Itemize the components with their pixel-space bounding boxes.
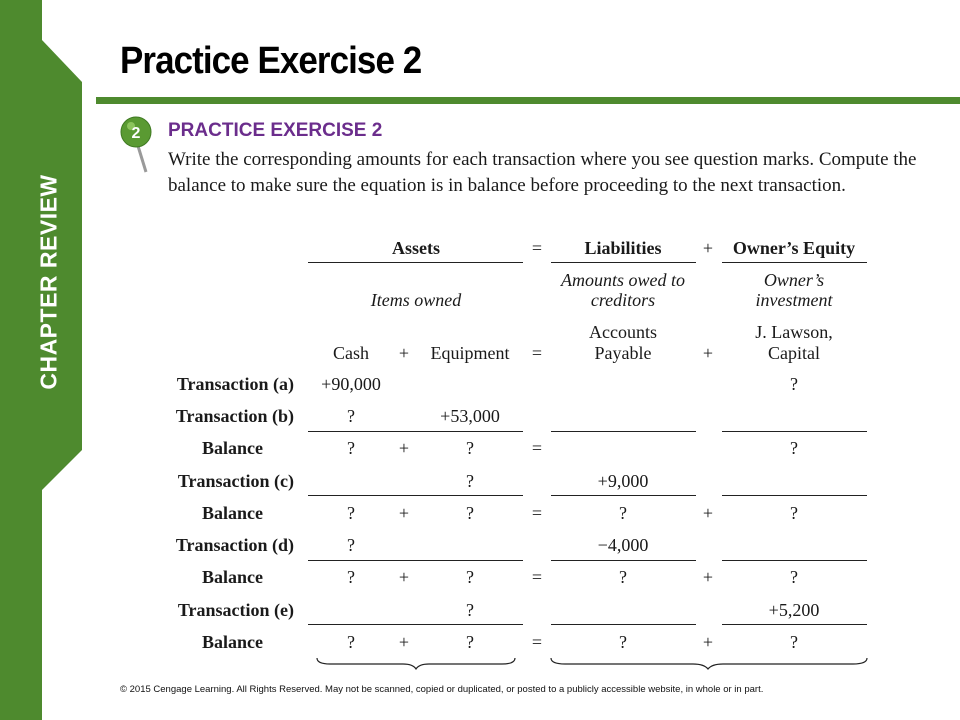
row-equipment: ? xyxy=(466,632,474,652)
header-rule-equity xyxy=(722,262,867,263)
row-label: Balance xyxy=(202,438,263,458)
row-eq: = xyxy=(531,438,543,458)
copyright-footer: © 2015 Cengage Learning. All Rights Reserved. May not be scanned, copied or duplicated, or posted to a publicly accessible website, in whole or in part. xyxy=(120,684,764,695)
row-rule xyxy=(308,624,523,625)
title-divider xyxy=(96,97,960,104)
row-equipment: ? xyxy=(466,567,474,587)
row-ap: ? xyxy=(619,632,627,652)
row-rule xyxy=(308,560,523,561)
col-payable: Payable xyxy=(594,343,652,363)
row-rule xyxy=(551,624,696,625)
row-cash: +90,000 xyxy=(321,374,381,394)
row-label: Transaction (e) xyxy=(177,600,294,620)
exercise-instructions: Write the corresponding amounts for each transaction where you see question marks. Compute the balance to make sure the equation is in balance before proceeding to the next transaction. xyxy=(168,149,917,196)
row-cash: ? xyxy=(347,632,355,652)
exercise-heading: PRACTICE EXERCISE 2 xyxy=(168,120,383,141)
row-capital: ? xyxy=(790,374,798,394)
row-rule xyxy=(722,624,867,625)
row-equipment: +53,000 xyxy=(440,406,500,426)
subheader-owners: Owner’s xyxy=(763,270,825,290)
row-cash: ? xyxy=(347,567,355,587)
row-ap: ? xyxy=(619,567,627,587)
row-rule xyxy=(551,431,696,432)
row-cash: ? xyxy=(347,535,355,555)
row-ap: +9,000 xyxy=(597,471,649,491)
row-label: Balance xyxy=(202,632,263,652)
header-assets: Assets xyxy=(392,238,440,258)
row-label: Transaction (c) xyxy=(177,471,294,491)
page-title: Practice Exercise 2 xyxy=(120,40,422,82)
col-plus2: + xyxy=(702,343,714,363)
row-op1: + xyxy=(398,438,410,458)
col-equipment: Equipment xyxy=(430,343,510,363)
exercise-number: 2 xyxy=(131,125,141,142)
bottom-braces xyxy=(300,656,880,672)
row-equipment: ? xyxy=(466,503,474,523)
col-plus1: + xyxy=(398,343,410,363)
header-liabilities: Liabilities xyxy=(584,238,662,258)
row-rule xyxy=(722,495,867,496)
row-rule xyxy=(722,560,867,561)
row-label: Transaction (d) xyxy=(175,535,294,555)
row-equipment: ? xyxy=(466,600,474,620)
row-rule xyxy=(722,431,867,432)
header-equals: = xyxy=(531,238,543,258)
row-capital: ? xyxy=(790,503,798,523)
subheader-amounts-owed: Amounts owed to xyxy=(561,270,685,290)
row-op2: + xyxy=(702,567,714,587)
row-equipment: ? xyxy=(466,471,474,491)
header-plus: + xyxy=(702,238,714,258)
row-label: Transaction (a) xyxy=(176,374,294,394)
row-ap: −4,000 xyxy=(597,535,649,555)
row-op2: + xyxy=(702,503,714,523)
row-label: Transaction (b) xyxy=(175,406,294,426)
col-capital: Capital xyxy=(768,343,820,363)
col-jlawson: J. Lawson, xyxy=(755,322,833,342)
row-equipment: ? xyxy=(466,438,474,458)
row-label: Balance xyxy=(202,567,263,587)
row-op2: + xyxy=(702,632,714,652)
chapter-review-label: CHAPTER REVIEW xyxy=(35,174,62,390)
row-eq: = xyxy=(531,632,543,652)
assets-brace xyxy=(317,658,515,669)
row-capital: ? xyxy=(790,567,798,587)
header-owners-equity: Owner’s Equity xyxy=(732,238,856,258)
row-capital: +5,200 xyxy=(768,600,820,620)
row-rule xyxy=(551,560,696,561)
col-accounts: Accounts xyxy=(589,322,657,342)
liabilities-equity-brace xyxy=(551,658,867,669)
row-op1: + xyxy=(398,503,410,523)
row-capital: ? xyxy=(790,438,798,458)
row-label: Balance xyxy=(202,503,263,523)
col-cash: Cash xyxy=(333,343,369,363)
header-rule-liabilities xyxy=(551,262,696,263)
row-capital: ? xyxy=(790,632,798,652)
row-ap: ? xyxy=(619,503,627,523)
row-cash: ? xyxy=(347,503,355,523)
row-cash: ? xyxy=(347,406,355,426)
subheader-items-owned: Items owned xyxy=(370,290,462,310)
row-rule xyxy=(308,431,523,432)
header-rule-assets xyxy=(308,262,523,263)
row-op1: + xyxy=(398,567,410,587)
row-rule xyxy=(308,495,523,496)
row-eq: = xyxy=(531,503,543,523)
subheader-creditors: creditors xyxy=(590,290,656,310)
row-op1: + xyxy=(398,632,410,652)
row-rule xyxy=(551,495,696,496)
row-eq: = xyxy=(531,567,543,587)
col-equals: = xyxy=(531,343,543,363)
pushpin-icon xyxy=(118,116,158,174)
subheader-investment: investment xyxy=(755,290,833,310)
row-cash: ? xyxy=(347,438,355,458)
